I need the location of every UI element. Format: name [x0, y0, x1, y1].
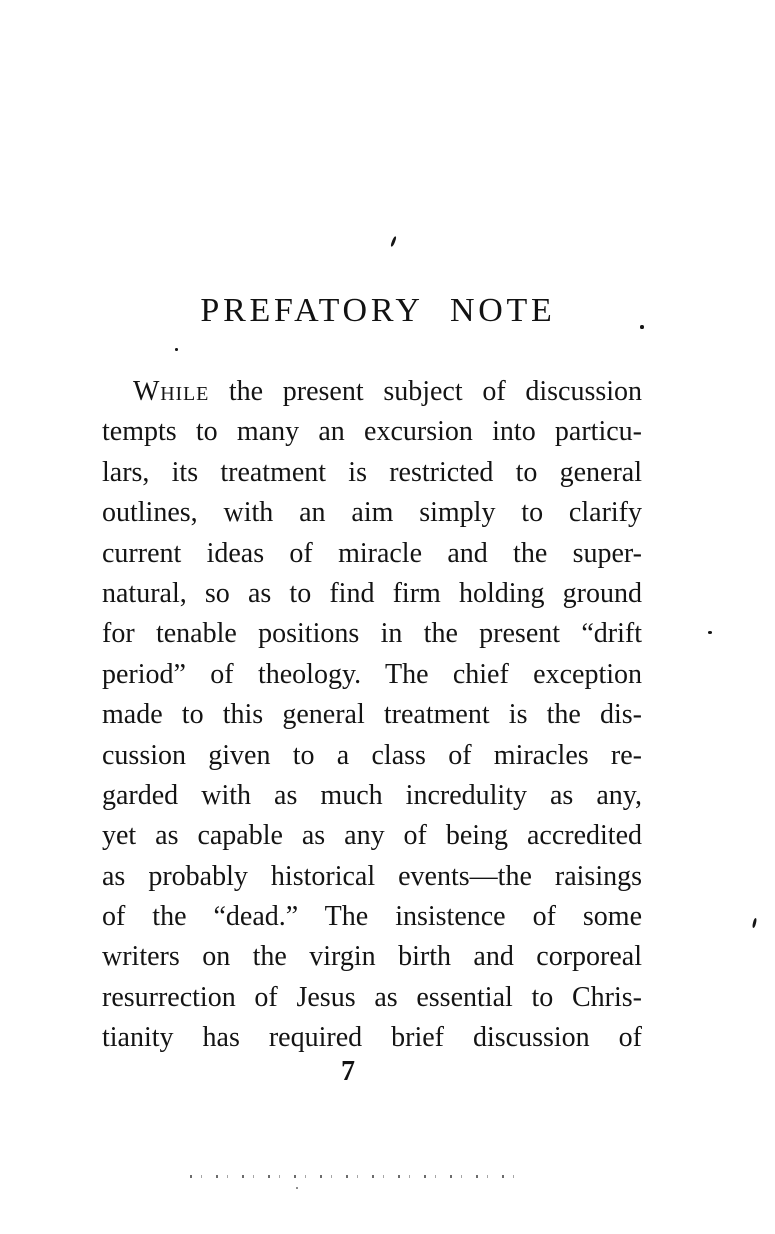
scan-speck [175, 348, 178, 351]
body-line: lars, its treatment is restricted to general [102, 456, 642, 488]
body-line: tianity has required brief discussion of [102, 1022, 642, 1054]
lead-word: While [133, 376, 210, 407]
body-line: natural, so as to find firm holding ground [102, 577, 642, 609]
first-line-rest: the present subject of discussion [228, 376, 643, 407]
scan-speck [752, 918, 757, 928]
scan-speck [296, 1187, 298, 1189]
scan-speck [708, 631, 712, 634]
body-line-first [102, 372, 642, 412]
scan-speck [390, 236, 397, 247]
body-line: resurrection of Jesus as essential to Chris- [102, 981, 642, 1013]
body-lines [102, 412, 642, 1058]
body-line: cussion given to a class of miracles re- [102, 739, 642, 771]
scan-noise-row [190, 1175, 514, 1178]
body-line: outlines, with an aim simply to clarify [102, 497, 642, 529]
page-title: PREFATORY NOTE [200, 292, 556, 329]
body-line: period” of theology. The chief exception [102, 658, 642, 690]
body-line: of the “dead.” The insistence of some [102, 901, 642, 933]
body-line: garded with as much incredulity as any, [102, 779, 642, 811]
body-line: tempts to many an excursion into particu- [102, 416, 642, 448]
body-paragraph [102, 372, 642, 1059]
body-line: current ideas of miracle and the super- [102, 537, 642, 569]
body-line: as probably historical events—the raisings [102, 860, 642, 892]
body-line: writers on the virgin birth and corporeal [102, 941, 642, 973]
body-line: yet as capable as any of being accredited [102, 820, 642, 852]
body-line: for tenable positions in the present “drift [102, 618, 642, 650]
body-line: made to this general treatment is the dis- [102, 699, 642, 731]
page-number: 7 [341, 1056, 355, 1087]
